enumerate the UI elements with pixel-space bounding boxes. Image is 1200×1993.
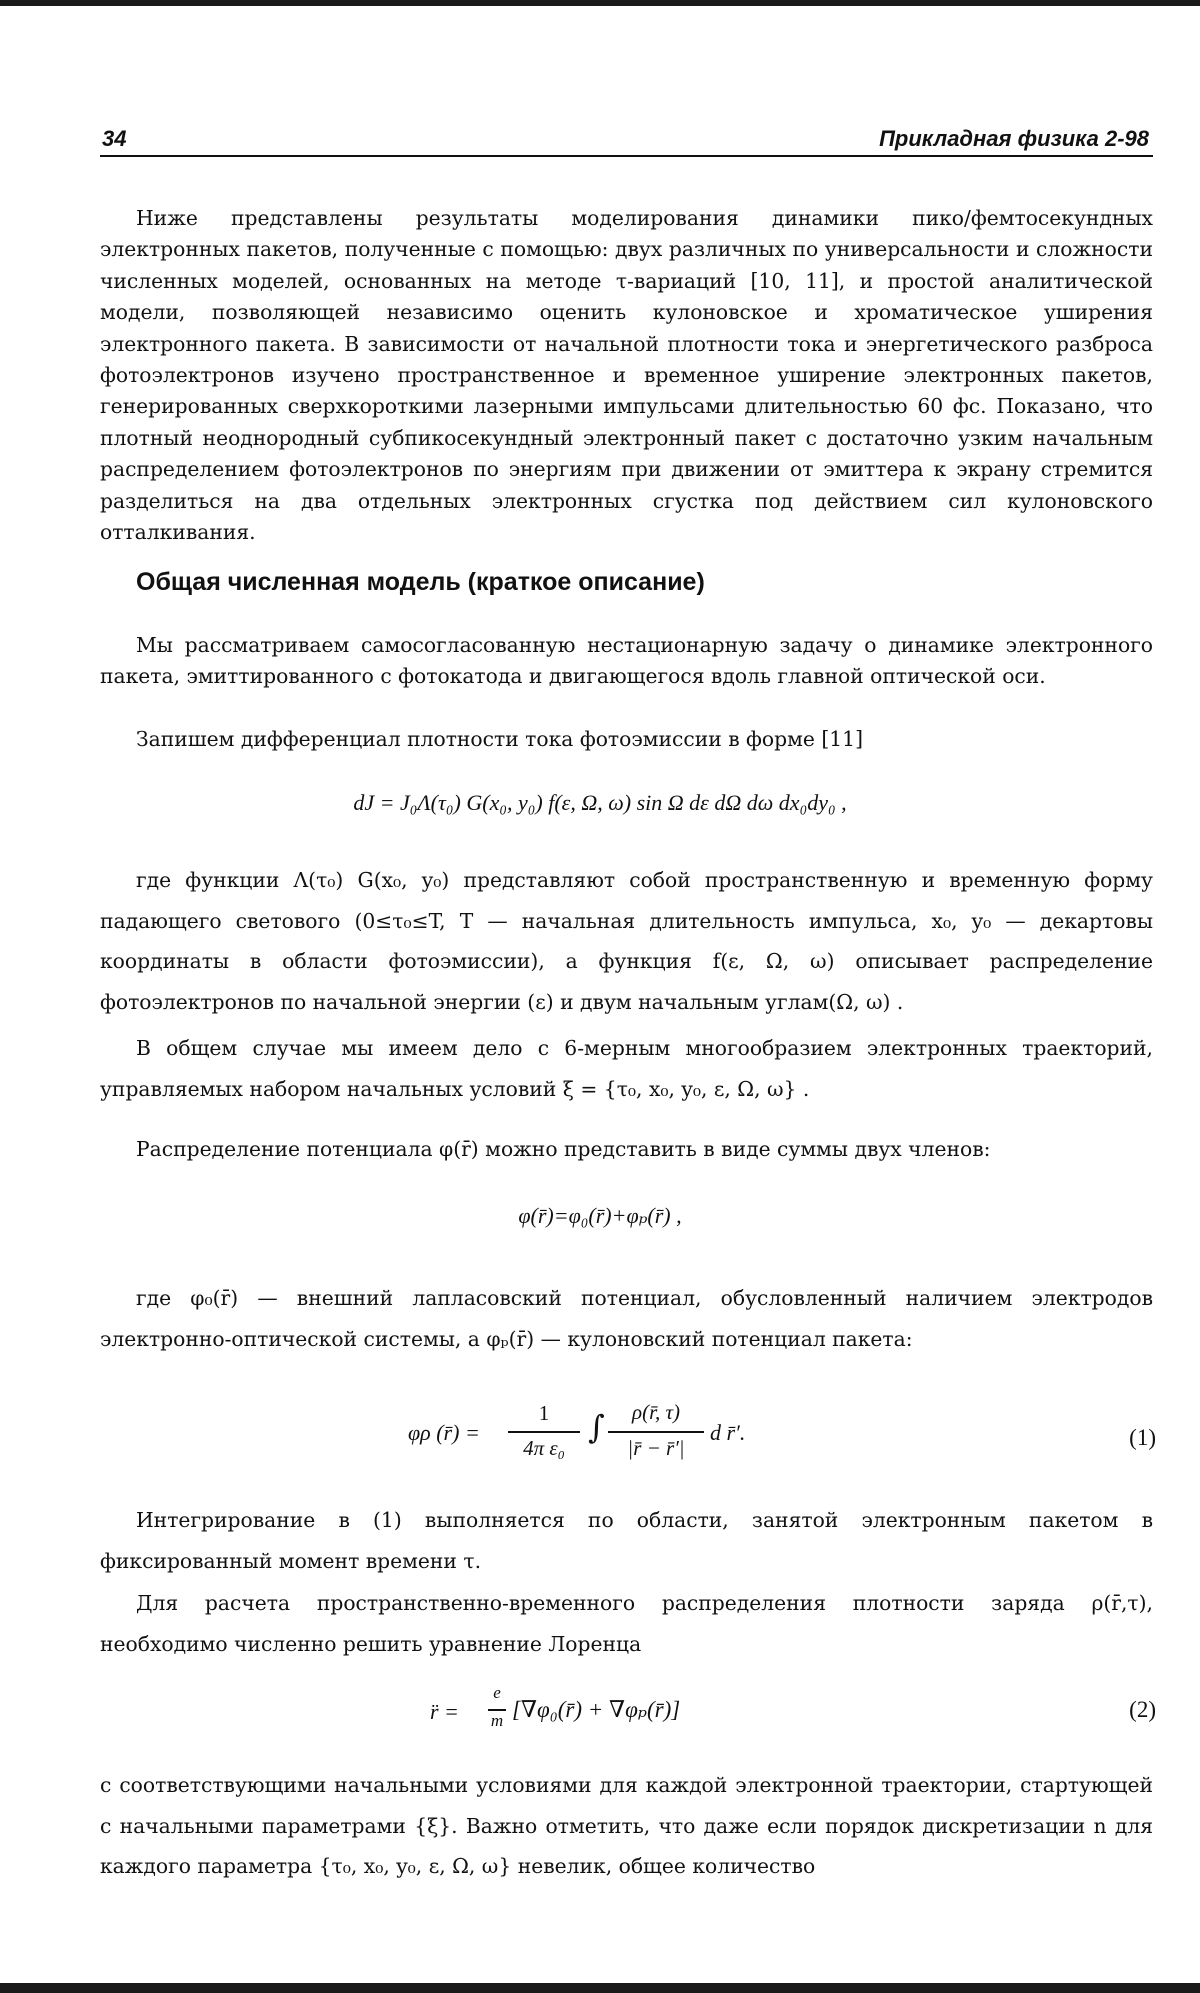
paragraph-current-intro: Запишем дифференциал плотности тока фотоэмиссии в форме [11] xyxy=(136,727,863,751)
paragraph-functions: где функции Λ(τ₀) G(x₀, y₀) представляют собой пространственную и временную форму падающего светового (0≤τ₀≤T, T — начальная длительность импульса, x₀, y₀ — декартовы координаты в области фотоэмиссии), а функция f(ε, Ω, ω) описывает распределение фотоэлектронов по начальной энергии (ε) и двум начальным углам(Ω, ω) . xyxy=(100,868,1153,1014)
equation-potential-sum: φ(r̄)=φ₀(r̄)+φₚ(r̄) , xyxy=(518,1203,682,1228)
page-header xyxy=(100,122,1153,156)
eq2-lhs: r̈ = xyxy=(430,1699,459,1724)
equation-1 xyxy=(0,1398,1200,1478)
eq2-denominator: m xyxy=(490,1711,504,1730)
paragraph-trajectories: В общем случае мы имеем дело с 6-мерным многообразием электронных траекторий, управляемых набором начальных условий ξ = {τ₀, x₀, y₀, ε, Ω, ω} . xyxy=(100,1036,1153,1101)
equation-current: dJ = J₀Λ(τ₀) G(x₀, y₀) f(ε, Ω, ω) sin Ω dε dΩ dω dx₀dy₀ , xyxy=(353,790,847,815)
eq1-numerator: 1 xyxy=(538,1401,550,1425)
section-heading: Общая численная модель (краткое описание) xyxy=(136,568,705,596)
paragraph-integration: Интегрирование в (1) выполняется по области, занятой электронным пакетом в фиксированный момент времени τ. xyxy=(100,1508,1153,1573)
paragraph-potential: Распределение потенциала φ(r̄) можно представить в виде суммы двух членов: xyxy=(136,1137,991,1161)
intro-paragraph: Ниже представлены результаты моделирования динамики пико/фемтосекундных электронных пакетов, полученные с помощью: двух различных по универсальности и сложности численных моделей, основанных на методе τ-вариаций [10, 11], и простой аналитической модели, позволяющей независимо оценить кулоновское и хроматическое уширения электронного пакета. В зависимости от начальной плотности тока и энергетического разброса фотоэлектронов изучено пространственное и временное уширение электронных пакетов, генерированных сверхкороткими лазерными импульсами длительностью 60 фс. Показано, что плотный неоднородный субпикосекундный электронный пакет с достаточно узким начальным распределением фотоэлектронов по энергиям при движении от эмиттера к экрану стремится разделиться на два отдельных электронных сгустка под действием сил кулоновского отталкивания. xyxy=(100,206,1153,545)
header-rule xyxy=(100,155,1153,157)
eq2-numerator: e xyxy=(493,1683,501,1702)
eq1-inner-numerator: ρ(r̄, τ) xyxy=(632,1400,680,1424)
eq1-inner-denominator: |r̄ − r̄′| xyxy=(627,1436,685,1460)
scan-edge-top xyxy=(0,0,1200,6)
paragraph-initial-conditions: с соответствующими начальными условиями для каждой электронной траектории, стартующей с начальными параметрами {ξ}. Важно отметить, что даже если порядок дискретизации n для каждого параметра {τ₀, x₀, y₀, ε, Ω, ω} невелик, общее количество xyxy=(100,1773,1153,1878)
scan-edge-bottom xyxy=(0,1983,1200,1993)
page-number: 34 xyxy=(102,126,127,151)
eq2-body: [∇φ₀(r̄) + ∇φₚ(r̄)] xyxy=(512,1697,681,1722)
paragraph-lorentz-intro: Для расчета пространственно-временного распределения плотности заряда ρ(r̄,τ), необходимо численно решить уравнение Лоренца xyxy=(100,1591,1153,1656)
paragraph-laplace: где φ₀(r̄) — внешний лапласовский потенциал, обусловленный наличием электродов электронно-оптической системы, а φₚ(r̄) — кулоновский потенциал пакета: xyxy=(100,1286,1153,1351)
eq1-inner-fraction-bar xyxy=(608,1431,704,1433)
paragraph-problem: Мы рассматриваем самосогласованную нестационарную задачу о динамике электронного пакета, эмиттированного с фотокатода и двигающегося вдоль главной оптической оси. xyxy=(100,633,1153,689)
integral-sign: ∫ xyxy=(588,1408,605,1446)
eq1-lhs: φρ (r̄) = xyxy=(408,1420,480,1445)
eq1-denominator: 4π ε₀ xyxy=(523,1436,565,1460)
eq1-tail: d r̄′. xyxy=(710,1420,746,1445)
equation-2 xyxy=(0,1685,1200,1745)
journal-title: Прикладная физика 2-98 xyxy=(879,126,1149,151)
equation-number-1: (1) xyxy=(1129,1425,1156,1450)
equation-number-2: (2) xyxy=(1129,1697,1156,1722)
eq1-fraction-bar xyxy=(508,1431,580,1433)
